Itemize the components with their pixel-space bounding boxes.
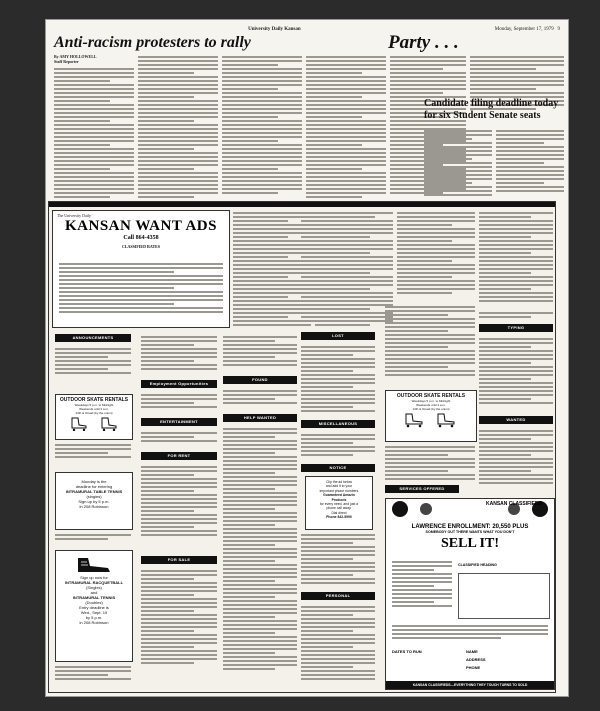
skate1-hours: Weekdays 5 p.m. to Midnight	[74, 403, 114, 407]
clip-line5: Products	[331, 497, 347, 502]
skate-rentals-ad-2	[385, 390, 477, 442]
sell-it-ad	[385, 498, 555, 690]
kansan-classifieds-label: KANSAN CLASSIFIEDS	[486, 501, 542, 507]
headline-anti-racism: Anti-racism protesters to rally	[54, 34, 251, 51]
personal-text	[301, 604, 375, 688]
section-miscellaneous: MISCELLANEOUS	[301, 420, 375, 428]
running-head	[54, 24, 560, 34]
ads-text-7	[55, 442, 131, 468]
lost-text	[301, 344, 375, 418]
story3-column-1	[424, 128, 492, 200]
section-wanted: WANTED	[479, 416, 553, 424]
name-label: NAME	[466, 649, 478, 654]
kansan-want-ads-masthead	[52, 210, 230, 328]
story1-column-2	[138, 54, 218, 200]
sell-it-cta: SELL IT!	[441, 536, 499, 551]
masthead-title: KANSAN WANT ADS	[65, 218, 217, 234]
clip-ad	[305, 476, 373, 530]
clip-line4: Guaranteed Amazin	[323, 493, 355, 498]
typing-text	[479, 336, 553, 414]
tt-line6: in 208 Robinson	[79, 504, 109, 509]
story1-byline	[54, 54, 134, 64]
for-rent-text	[141, 464, 217, 554]
section-help-wanted: HELP WANTED	[223, 414, 297, 422]
ads-column-d	[479, 210, 553, 308]
rates-label: CLASSIFIED RATES	[121, 244, 161, 249]
tt-line1: Monday is the	[81, 479, 107, 484]
rb-line5: INTRAMURAL TENNIS	[72, 595, 116, 600]
section-typing: TYPING	[479, 324, 553, 332]
masthead-university: The University Daily	[57, 213, 91, 218]
section-personal: PERSONAL	[301, 592, 375, 600]
rb-line8: Wed., Sept. 19	[80, 610, 108, 615]
section-entertainment: ENTERTAINMENT	[141, 418, 217, 426]
rb-line6: (Doubles)	[85, 600, 103, 605]
for-sale-text	[141, 568, 217, 688]
skate1-address: 13th & Oread (by the union)	[75, 411, 113, 415]
section-for-rent: FOR RENT	[141, 452, 217, 460]
entertainment-text	[141, 430, 217, 450]
byline-role: Staff Reporter	[54, 59, 79, 64]
enrollment-footer: KANSAN CLASSIFIEDS—EVERYTHING THEY TOUCH TURNS TO SOLD	[386, 681, 554, 689]
address-label: ADDRESS	[466, 657, 486, 662]
sell-it-text	[392, 559, 452, 619]
section-services-offered: SERVICES OFFERED	[385, 485, 459, 493]
enrollment-subtitle: SOMEBODY OUT THERE WANTS WHAT YOU DON'T	[425, 530, 515, 534]
rb-line7: Entry deadline is	[79, 605, 109, 610]
newspaper-page	[46, 20, 568, 696]
section-notice: NOTICE	[301, 464, 375, 472]
clip-line2: and add it to your	[325, 484, 353, 489]
section-announcements: ANNOUNCEMENTS	[55, 334, 131, 342]
rb-line3: (Singles)	[86, 585, 102, 590]
clip-line8: Dial direct	[331, 510, 347, 515]
misc-text	[301, 432, 375, 462]
table-tennis-deadline-ad	[55, 472, 133, 530]
classifieds-top-rule	[49, 202, 555, 207]
headline-party: Party . . .	[388, 32, 459, 53]
running-head-date: Monday, September 17, 1979	[494, 26, 554, 32]
tt-line5: Sign up by 5 p.m.	[78, 499, 110, 504]
notice-text	[301, 532, 375, 590]
section-employment: Employment Opportunities	[141, 380, 217, 388]
enrollment-title: LAWRENCE ENROLLMENT: 20,550 PLUS	[411, 524, 529, 530]
story2-column-1	[306, 54, 386, 200]
page-number: 9	[557, 26, 560, 32]
ads-text-1	[141, 334, 217, 378]
classifieds-section	[48, 201, 556, 693]
wanted-text	[479, 428, 553, 490]
clip-line3: important phone numbers	[319, 488, 359, 493]
rb-line4: and	[90, 590, 98, 595]
skate1-title: OUTDOOR SKATE RENTALS	[59, 397, 129, 403]
classified-form-box[interactable]	[458, 573, 550, 619]
rb-line1: Sign up now for	[80, 575, 108, 580]
tt-line2: deadline for entering	[75, 484, 113, 489]
rb-line2: INTRAMURAL RACQUETBALL	[64, 580, 124, 585]
dates-to-run-label: DATES TO RUN	[392, 649, 422, 654]
skate-rentals-ad-1	[55, 394, 133, 440]
employment-text	[141, 392, 217, 416]
skate1-weekends: Weekends until 2 a.m.	[79, 407, 109, 411]
story1-column-3	[222, 54, 302, 200]
rates-table	[59, 261, 223, 323]
masthead-phone: Call 864-4358	[123, 235, 159, 241]
rate-table	[392, 623, 548, 645]
rb-line10: in 208 Robinson	[79, 620, 109, 625]
byline-name: By AMY HOLLOWELL	[54, 54, 97, 59]
clip-line6: for every need, and just a	[319, 502, 359, 507]
classified-heading-label: CLASSIFIED HEADING	[458, 563, 497, 567]
ads-text-2	[223, 334, 297, 374]
skates-icon-2	[396, 411, 466, 429]
ads-text-5	[385, 444, 475, 484]
help-wanted-text	[223, 426, 297, 688]
skate2-hours: Weekdays 5 p.m. to Midnight	[411, 399, 451, 403]
skate2-weekends: Weekends until 2 a.m.	[416, 403, 446, 407]
clip-line9: Phone 842-5990	[326, 515, 352, 520]
announcements-text	[55, 346, 131, 380]
ads-text-4	[385, 304, 475, 384]
section-for-sale: FOR SALE	[141, 556, 217, 564]
skate2-title: OUTDOOR SKATE RENTALS	[396, 393, 466, 399]
phone-label: PHONE	[466, 665, 481, 670]
ads-text-3	[301, 210, 375, 328]
ads-column-a	[233, 210, 311, 330]
racquetball-tennis-ad	[55, 550, 133, 662]
headline-candidate-filing: Candidate filing deadline today for six Student Senate seats	[424, 98, 559, 121]
rb-line9: by 5 p.m.	[85, 615, 103, 620]
section-lost: LOST	[301, 332, 375, 340]
ads-text-8	[55, 532, 131, 546]
ads-text-6	[479, 310, 553, 322]
skate2-address: 13th & Oread (by the union)	[412, 407, 450, 411]
story3-column-2	[496, 128, 564, 200]
clip-line7: phone call away.	[326, 506, 352, 511]
tt-line4: (singles)	[86, 494, 102, 499]
ads-text-9	[55, 664, 131, 688]
clip-line1: Clip the ad below	[325, 480, 352, 484]
story1-column-1	[54, 66, 134, 200]
skates-icon	[64, 415, 124, 431]
found-text	[223, 388, 297, 412]
sneaker-icon	[74, 554, 114, 574]
running-head-title: University Daily Kansan	[248, 26, 301, 32]
ads-column-c	[397, 210, 475, 300]
section-found: FOUND	[223, 376, 297, 384]
tt-line3: INTRAMURAL TABLE TENNIS	[65, 489, 123, 494]
